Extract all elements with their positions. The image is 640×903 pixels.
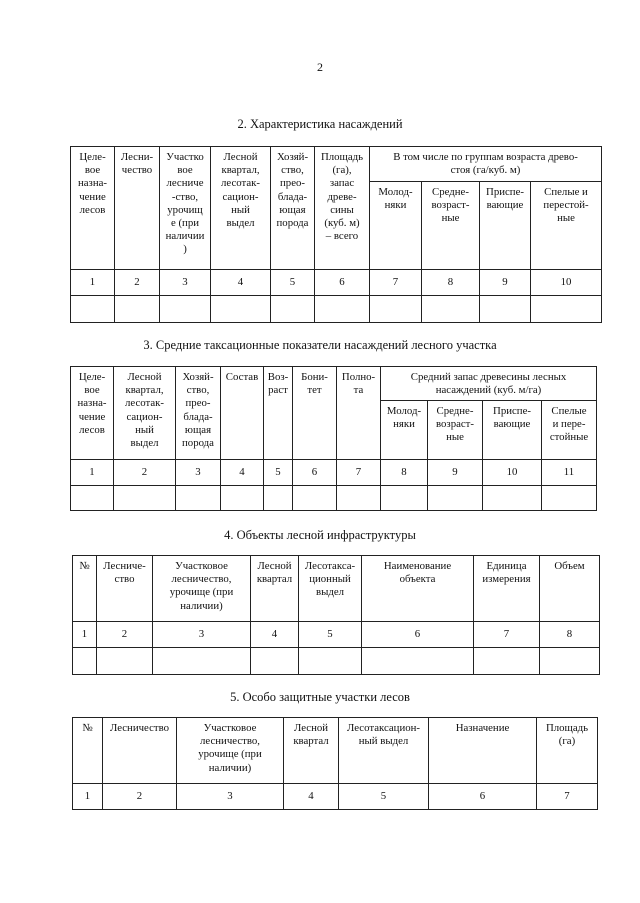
empty-cell: [362, 648, 474, 675]
section-4-table: [72, 555, 600, 675]
header-composition: Состав: [221, 367, 264, 460]
column-number: 8: [422, 270, 480, 296]
header-allotment: Лесотакса- ционный выдел: [299, 556, 362, 622]
column-number: 9: [428, 460, 483, 486]
empty-cell: [264, 486, 293, 511]
header-forestry: Лесничество: [103, 718, 177, 784]
header-district-forestry: Участко вое лесниче -ство, урочищ е (при наличии ): [160, 147, 211, 270]
column-number: 1: [73, 622, 97, 648]
header-object-name: Наименование объекта: [362, 556, 474, 622]
subheader-mature-overmature: Спелые и пере- стойные: [542, 401, 597, 460]
column-number: 1: [73, 784, 103, 810]
section-3-table: [70, 366, 597, 511]
column-number: 4: [251, 622, 299, 648]
column-number: 3: [160, 270, 211, 296]
header-average-stock: Средний запас древесины лесных насаждений (куб. м/га): [381, 367, 597, 401]
header-economy-species: Хозяй- ство, прео- блада- ющая порода: [271, 147, 315, 270]
column-number: 5: [339, 784, 429, 810]
header-district-forestry: Участковое лесничество, урочище (при наличии): [177, 718, 284, 784]
column-number: 2: [97, 622, 153, 648]
header-forestry: Лесни- чество: [115, 147, 160, 270]
subheader-middle-aged: Средне- возраст- ные: [428, 401, 483, 460]
empty-cell: [97, 648, 153, 675]
header-area: Площадь (га): [537, 718, 598, 784]
section-4-title: 4. Объекты лесной инфраструктуры: [224, 528, 416, 542]
column-number: 7: [337, 460, 381, 486]
empty-cell: [71, 296, 115, 323]
empty-cell: [211, 296, 271, 323]
header-purpose: Целе- вое назна- чение лесов: [71, 367, 114, 460]
column-number: 4: [211, 270, 271, 296]
column-number: 6: [315, 270, 370, 296]
subheader-middle-aged: Средне- возраст- ные: [422, 182, 480, 270]
subheader-young: Молод- няки: [381, 401, 428, 460]
empty-cell: [542, 486, 597, 511]
header-age-groups: В том числе по группам возраста древо- стоя (га/куб. м): [370, 147, 602, 182]
header-quarter: Лесной квартал: [251, 556, 299, 622]
empty-cell: [251, 648, 299, 675]
empty-cell: [474, 648, 540, 675]
header-bonitet: Бони- тет: [293, 367, 337, 460]
column-number: 6: [429, 784, 537, 810]
empty-cell: [480, 296, 531, 323]
column-number: 6: [362, 622, 474, 648]
column-number: 1: [71, 270, 115, 296]
column-number: 10: [483, 460, 542, 486]
empty-cell: [153, 648, 251, 675]
empty-cell: [370, 296, 422, 323]
header-volume: Объем: [540, 556, 600, 622]
empty-cell: [271, 296, 315, 323]
column-number: 11: [542, 460, 597, 486]
header-purpose: Целе- вое назна- чение лесов: [71, 147, 115, 270]
subheader-maturing: Приспе- вающие: [480, 182, 531, 270]
empty-cell: [540, 648, 600, 675]
empty-cell: [315, 296, 370, 323]
column-number: 10: [531, 270, 602, 296]
column-number: 5: [299, 622, 362, 648]
column-number: 2: [114, 460, 176, 486]
subheader-young: Молод- няки: [370, 182, 422, 270]
column-number: 2: [103, 784, 177, 810]
section-5-table: [72, 717, 598, 810]
header-area-stock: Площадь (га), запас древе- сины (куб. м) – всего: [315, 147, 370, 270]
empty-cell: [221, 486, 264, 511]
section-3-title: 3. Средние таксационные показатели насаждений лесного участка: [143, 338, 497, 352]
column-number: 2: [115, 270, 160, 296]
header-unit: Единица измерения: [474, 556, 540, 622]
empty-cell: [115, 296, 160, 323]
empty-cell: [483, 486, 542, 511]
column-number: 3: [177, 784, 284, 810]
column-number: 3: [176, 460, 221, 486]
column-number: 9: [480, 270, 531, 296]
empty-cell: [71, 486, 114, 511]
subheader-maturing: Приспе- вающие: [483, 401, 542, 460]
header-quarter: Лесной квартал: [284, 718, 339, 784]
empty-cell: [422, 296, 480, 323]
page-number: 2: [317, 60, 323, 74]
column-number: 1: [71, 460, 114, 486]
column-number: 4: [284, 784, 339, 810]
column-number: 3: [153, 622, 251, 648]
section-2-table: [70, 146, 602, 323]
empty-cell: [114, 486, 176, 511]
section-5-title: 5. Особо защитные участки лесов: [230, 690, 410, 704]
empty-cell: [160, 296, 211, 323]
column-number: 5: [271, 270, 315, 296]
header-number: №: [73, 556, 97, 622]
section-2-title: 2. Характеристика насаждений: [237, 117, 403, 131]
header-quarter-allotment: Лесной квартал, лесотак- сацион- ный выдел: [211, 147, 271, 270]
header-quarter-allotment: Лесной квартал, лесотак- сацион- ный выдел: [114, 367, 176, 460]
column-number: 7: [537, 784, 598, 810]
column-number: 8: [540, 622, 600, 648]
header-purpose: Назначение: [429, 718, 537, 784]
empty-cell: [531, 296, 602, 323]
header-density: Полно- та: [337, 367, 381, 460]
column-number: 8: [381, 460, 428, 486]
subheader-mature-overmature: Спелые и перестой- ные: [531, 182, 602, 270]
column-number: 7: [474, 622, 540, 648]
header-economy-species: Хозяй- ство, прео- блада- ющая порода: [176, 367, 221, 460]
empty-cell: [176, 486, 221, 511]
column-number: 5: [264, 460, 293, 486]
column-number: 4: [221, 460, 264, 486]
header-age: Воз- раст: [264, 367, 293, 460]
empty-cell: [299, 648, 362, 675]
empty-cell: [293, 486, 337, 511]
header-district-forestry: Участковое лесничество, урочище (при наличии): [153, 556, 251, 622]
empty-cell: [428, 486, 483, 511]
column-number: 6: [293, 460, 337, 486]
empty-cell: [381, 486, 428, 511]
empty-cell: [73, 648, 97, 675]
empty-cell: [337, 486, 381, 511]
header-number: №: [73, 718, 103, 784]
header-allotment: Лесотаксацион- ный выдел: [339, 718, 429, 784]
column-number: 7: [370, 270, 422, 296]
header-forestry: Лесниче- ство: [97, 556, 153, 622]
